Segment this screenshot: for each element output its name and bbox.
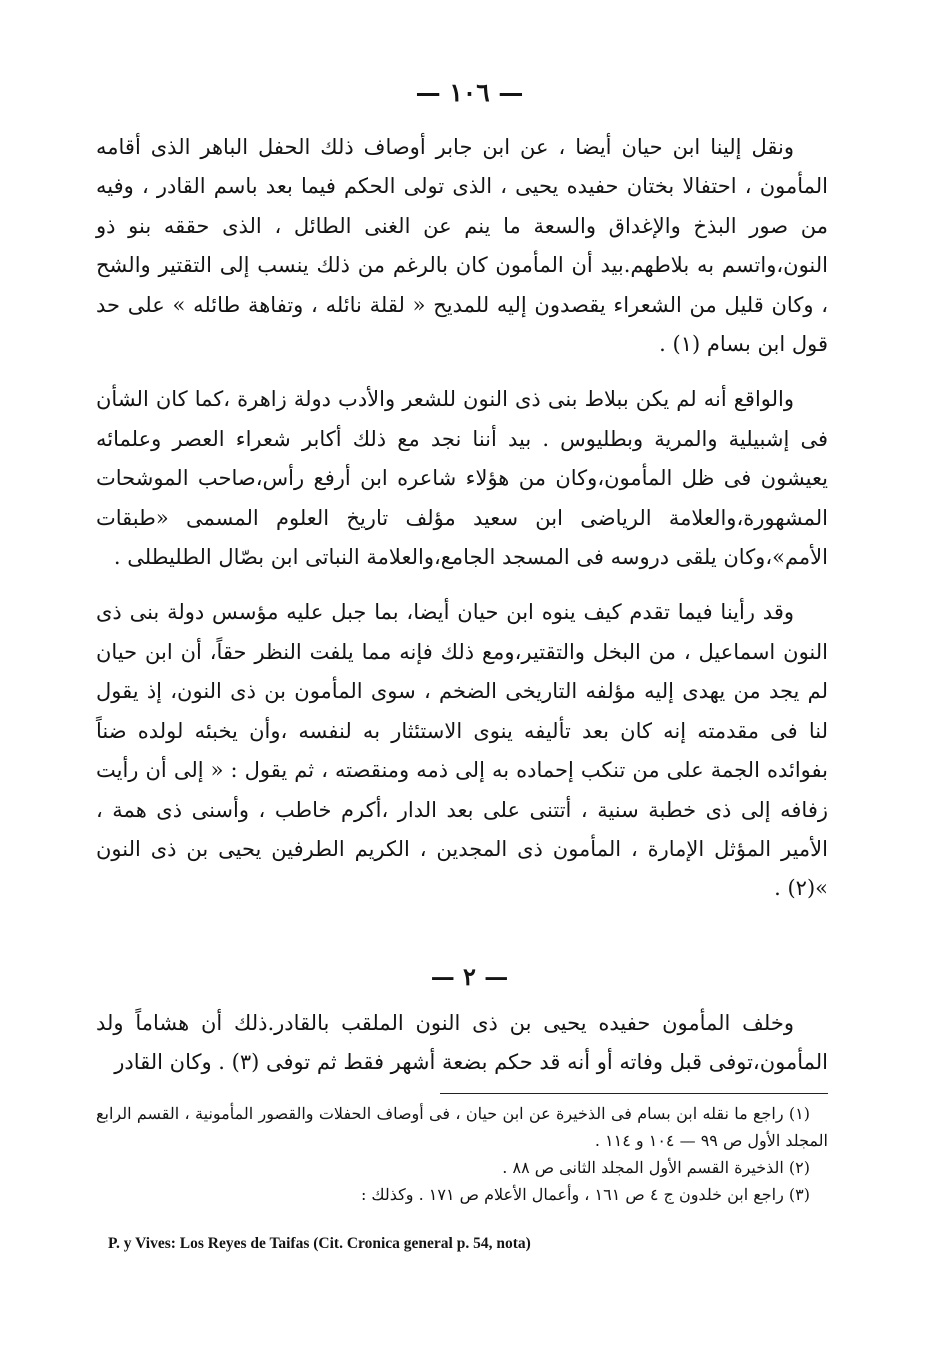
- footnote-3: (٣) راجع ابن خلدون ج ٤ ص ١٦١ ، وأعمال الأعلام ص ١٧١ . وكذلك :: [360, 1185, 810, 1204]
- footnote-divider: [440, 1093, 828, 1094]
- paragraph-2: والواقع أنه لم يكن ببلاط بنى ذى النون للشعر والأدب دولة زاهرة ،كما كان الشأن فى إشبيلية والمرية وبطليوس . بيد أننا نجد مع ذلك أكابر شعراء العصر وعلمائه يعيشون فى ظل المأمون،وكان من هؤلاء شاعره ابن أرفع رأس،صاحب الموشحات المشهورة،والعلامة الرياضى ابن سعيد مؤلف تاريخ العلوم المسمى «طبقات الأمم»،وكان يلقى دروسه فى المسجد الجامع،والعلامة النباتى ابن بصّال الطليطلى .: [96, 387, 828, 570]
- footnotes: [96, 1100, 828, 1208]
- paragraph-1: ونقل إلينا ابن حيان أيضا ، عن ابن جابر أوصاف ذلك الحفل الباهر الذى أقامه المأمون ، احتفالا بختان حفيده يحيى ، الذى تولى الحكم فيما بعد باسم القادر ، وفيه من صور البذخ والإغداق والسعة ما ينم عن الغنى الطائل ، الذى حققه بنو ذو النون،واتسم به بلاطهم.بيد أن المأمون كان بالرغم من ذلك ينسب إلى التقتير والشح ، وكان قليل من الشعراء يقصدون إليه للمديح « لقلة نائله ، وتفاهة طائله » على حد قول ابن بسام (١) .: [96, 135, 828, 357]
- section-number: — ٢ —: [430, 962, 509, 991]
- page-number: — ١٠٦ —: [415, 78, 524, 107]
- latin-citation: P. y Vives: Los Reyes de Taifas (Cit. Cronica general p. 54, nota): [108, 1235, 531, 1252]
- footnote-1: (١) راجع ما نقله ابن بسام فى الذخيرة عن ابن حيان ، فى أوصاف الحفلات والقصور المأمونية ، القسم الرابع المجلد الأول ص ٩٩ — ١٠٤ و ١١٤ .: [96, 1104, 828, 1150]
- section-2-text: [96, 1004, 828, 1083]
- footnote-2: (٢) الذخيرة القسم الأول المجلد الثانى ص ٨٨ .: [502, 1158, 810, 1177]
- paragraph-3: وقد رأينا فيما تقدم كيف ينوه ابن حيان أيضا، بما جبل عليه مؤسس دولة بنى ذى النون اسماعيل ، من البخل والتقتير،ومع ذلك فإنه مما يلفت النظر حقاً، أن ابن حيان لم يجد من يهدى إليه مؤلفه التاريخى الضخم ، سوى المأمون بن ذى النون، إذ يقول لنا فى مقدمته إنه كان بعد تأليفه ينوى الاستئثار به لنفسه ،وأن يخبئه لولده ضناً بفوائده الجمة على من تنكب إحماده به إلى ذمه ومنقصته ، ثم يقول : « إلى أن رأيت زفافه إلى ذى خطبة سنية ، أتتنى على بعد الدار ،أكرم خاطب ، وأسنى ذى همة ، الأمير المؤثل الإمارة ، المأمون ذى المجدين ، الكريم الطرفين يحيى بن ذى النون »(٢) .: [96, 600, 828, 901]
- paragraph-4: وخلف المأمون حفيده يحيى بن ذى النون الملقب بالقادر.ذلك أن هشاماً ولد المأمون،توفى قبل وفاته أو أنه قد حكم بضعة أشهر فقط ثم توفى (٣) . وكان القادر: [96, 1011, 828, 1075]
- main-text: [96, 128, 828, 909]
